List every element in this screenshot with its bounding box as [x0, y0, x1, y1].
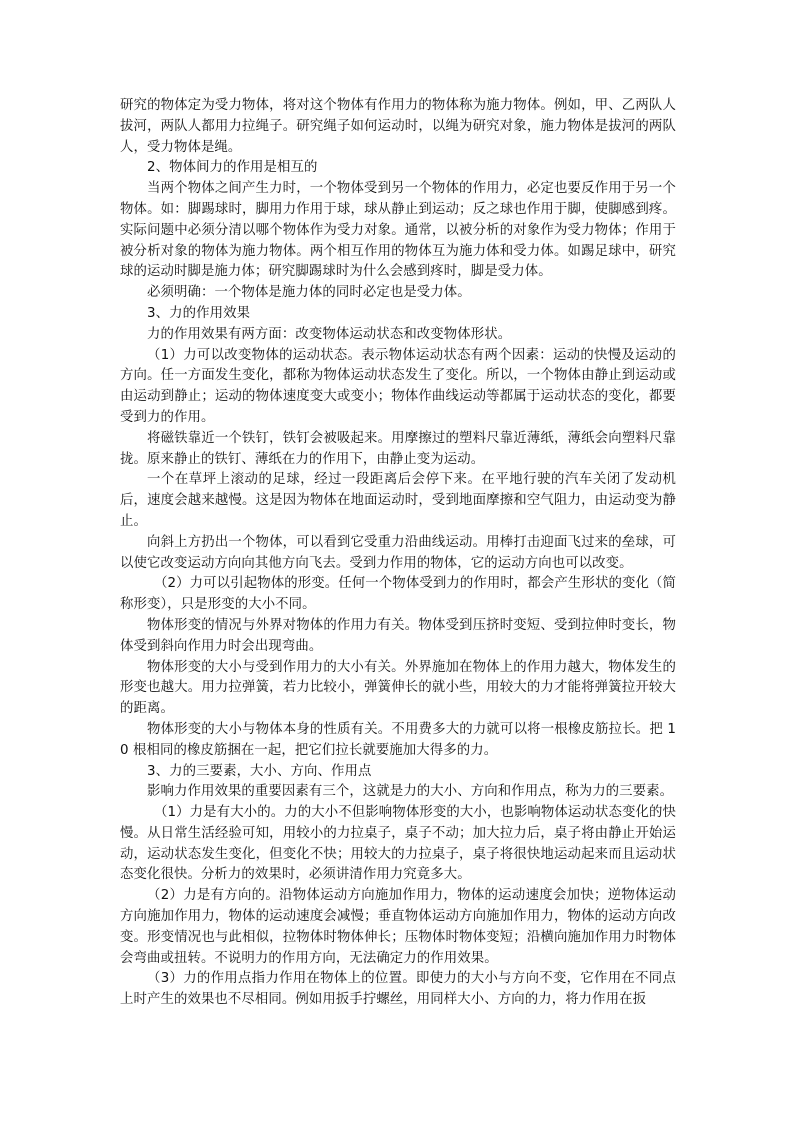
- paragraph-direction: （2）力是有方向的。沿物体运动方向施加作用力，物体的运动速度会加快；逆物体运动方向施加作用力，物体的运动速度会减慢；垂直物体运动方向施加作用力，物体的运动方向改变。形变情况也与此相似，拉物体时物体伸长；压物体时物体变短；沿横向施加作用力时物体会弯曲或扭转。不说明力的作用方向，无法确定力的作用效果。: [120, 888, 676, 966]
- paragraph-effect-two-aspects: 力的作用效果有两方面：改变物体运动状态和改变物体形状。: [147, 326, 512, 342]
- paragraph-deformation-external: 物体形变的情况与外界对物体的作用力有关。物体受到压挤时变短、受到拉伸时变长，物体受到斜向作用力时会出现弯曲。: [120, 617, 676, 654]
- paragraph-deformation-property: 物体形变的大小与物体本身的性质有关。不用费多大的力就可以将一根橡皮筋拉长。把 10 根相同的橡皮筋捆在一起，把它们拉长就要施加大得多的力。: [120, 721, 676, 758]
- paragraph-three-elements: 影响力作用效果的重要因素有三个，这就是力的大小、方向和作用点，称为力的三要素。: [147, 784, 674, 800]
- paragraph-mutual-force: 当两个物体之间产生力时，一个物体受到另一个物体的作用力，必定也要反作用于另一个物体。如：脚踢球时，脚用力作用于球，球从静止到运动；反之球也作用于脚，使脚感到疼。实际问题中必须分清以哪个物体作为受力对象。通常，以被分析的对象作为受力物体；作用于被分析对象的物体为施力物体。两个相互作用的物体互为施力体和受力体。如踢足球中，研究球的运动时脚是施力体；研究脚踢球时为什么会感到疼时，脚是受力体。: [120, 181, 676, 280]
- paragraph-magnet-example: 将磁铁靠近一个铁钉，铁钉会被吸起来。用摩擦过的塑料尺靠近薄纸，薄纸会向塑料尺靠拢。原来静止的铁钉、薄纸在力的作用下，由静止变为运动。: [120, 430, 676, 467]
- paragraph-throw-example: 向斜上方扔出一个物体，可以看到它受重力沿曲线运动。用棒打击迎面飞过来的垒球，可以使它改变运动方向向其他方向飞去。受到力作用的物体，它的运动方向也可以改变。: [120, 534, 676, 571]
- section-heading-force-effect: 3、力的作用效果: [147, 305, 251, 321]
- paragraph-point-of-application: （3）力的作用点指力作用在物体上的位置。即使力的大小与方向不变，它作用在不同点上时产生的效果也不尽相同。例如用扳手拧螺丝，用同样大小、方向的力，将力作用在扳: [120, 971, 676, 1008]
- paragraph-intro: 研究的物体定为受力物体，将对这个物体有作用力的物体称为施力物体。例如，甲、乙两队人拔河，两队人都用力拉绳子。研究绳子如何运动时，以绳为研究对象，施力物体是拔河的两队人，受力物体是绳。: [120, 98, 676, 155]
- section-heading-three-elements: 3、力的三要素，大小、方向、作用点: [147, 763, 372, 779]
- paragraph-football-example: 一个在草坪上滚动的足球，经过一段距离后会停下来。在平地行驶的汽车关闭了发动机后，速度会越来越慢。这是因为物体在地面运动时，受到地面摩擦和空气阻力，由运动变为静止。: [120, 472, 676, 529]
- paragraph-deformation: （2）力可以引起物体的形变。任何一个物体受到力的作用时，都会产生形状的变化（简称形变），只是形变的大小不同。: [120, 576, 676, 613]
- section-heading-mutual-force: 2、物体间力的作用是相互的: [147, 160, 318, 176]
- paragraph-deformation-size: 物体形变的大小与受到作用力的大小有关。外界施加在物体上的作用力越大，物体发生的形变也越大。用力拉弹簧，若力比较小，弹簧伸长的就小些，用较大的力才能将弹簧拉开较大的距离。: [120, 659, 676, 717]
- paragraph-magnitude: （1）力是有大小的。力的大小不但影响物体形变的大小，也影响物体运动状态变化的快慢。从日常生活经验可知，用较小的力拉桌子，桌子不动；加大拉力后，桌子将由静止开始运动，运动状态发生变化，但变化不快；用较大的力拉桌子，桌子将很快地运动起来而且运动状态变化很快。分析力的效果时，必须讲清作用力究竟多大。: [120, 805, 676, 883]
- paragraph-must-clarify: 必须明确：一个物体是施力体的同时必定也是受力体。: [147, 285, 471, 301]
- paragraph-motion-state: （1）力可以改变物体的运动状态。表示物体运动状态有两个因素：运动的快慢及运动的方向。任一方面发生变化，都称为物体运动状态发生了变化。所以，一个物体由静止到运动或由运动到静止；运动的物体速度变大或变小；物体作曲线运动等都属于运动状态的变化，都要受到力的作用。: [120, 347, 676, 425]
